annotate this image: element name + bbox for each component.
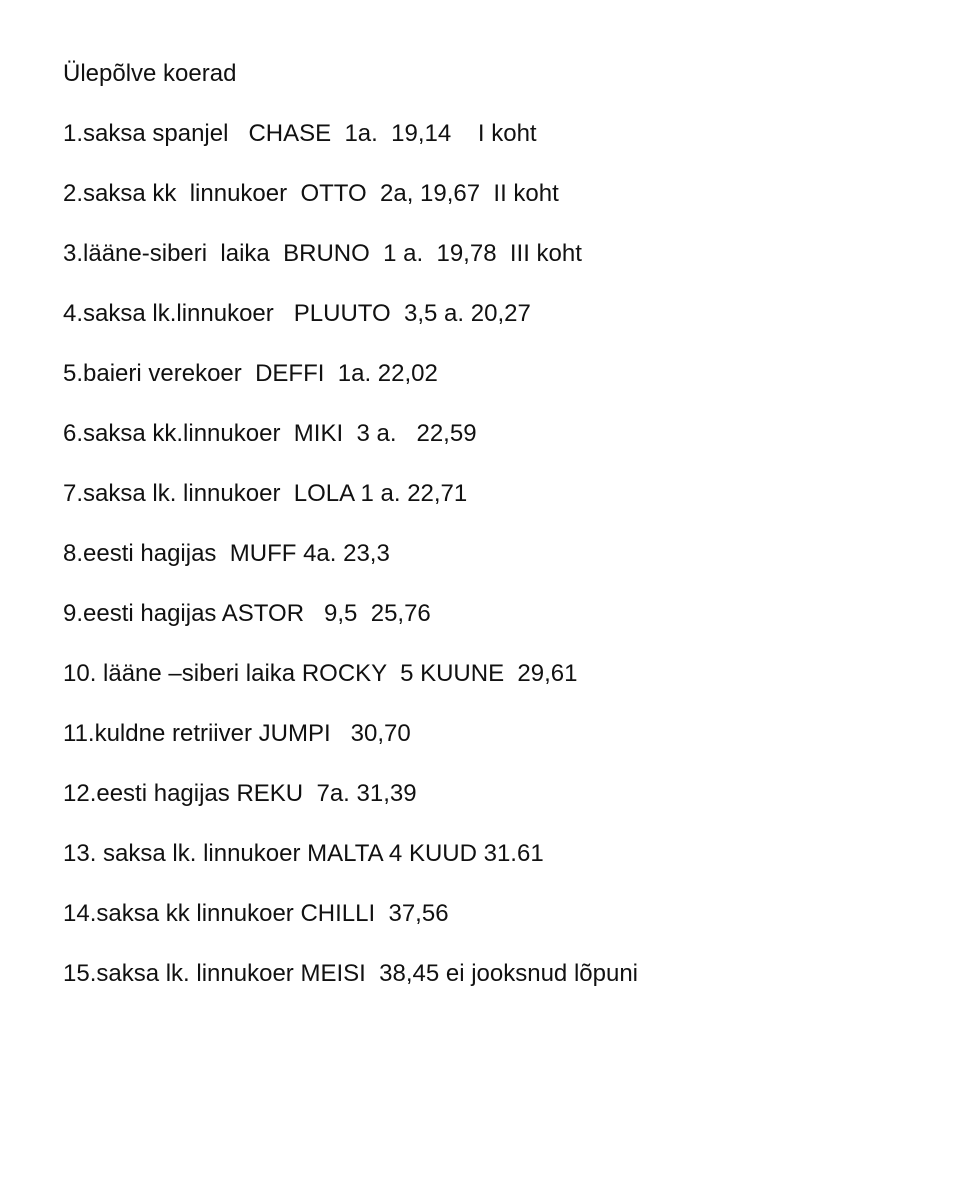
result-line-7: 7.saksa lk. linnukoer LOLA 1 a. 22,71 <box>63 480 468 507</box>
result-line-6: 6.saksa kk.linnukoer MIKI 3 a. 22,59 <box>63 420 477 447</box>
document-title: Ülepõlve koerad <box>63 60 237 87</box>
result-line-2: 2.saksa kk linnukoer OTTO 2a, 19,67 II koht <box>63 180 559 207</box>
result-line-10: 10. lääne –siberi laika ROCKY 5 KUUNE 29,61 <box>63 660 578 687</box>
result-line-11: 11.kuldne retriiver JUMPI 30,70 <box>63 720 411 747</box>
result-line-3: 3.lääne-siberi laika BRUNO 1 a. 19,78 III koht <box>63 240 582 267</box>
result-line-15: 15.saksa lk. linnukoer MEISI 38,45 ei jooksnud lõpuni <box>63 960 639 987</box>
result-line-1: 1.saksa spanjel CHASE 1a. 19,14 I koht <box>63 120 537 147</box>
result-line-9: 9.eesti hagijas ASTOR 9,5 25,76 <box>63 600 431 627</box>
result-line-13: 13. saksa lk. linnukoer MALTA 4 KUUD 31.61 <box>63 840 544 867</box>
result-line-5: 5.baieri verekoer DEFFI 1a. 22,02 <box>63 360 438 387</box>
results-document <box>63 58 943 1018</box>
result-line-4: 4.saksa lk.linnukoer PLUUTO 3,5 a. 20,27 <box>63 300 531 327</box>
result-line-14: 14.saksa kk linnukoer CHILLI 37,56 <box>63 900 449 927</box>
result-line-8: 8.eesti hagijas MUFF 4a. 23,3 <box>63 540 390 567</box>
result-line-12: 12.eesti hagijas REKU 7a. 31,39 <box>63 780 417 807</box>
